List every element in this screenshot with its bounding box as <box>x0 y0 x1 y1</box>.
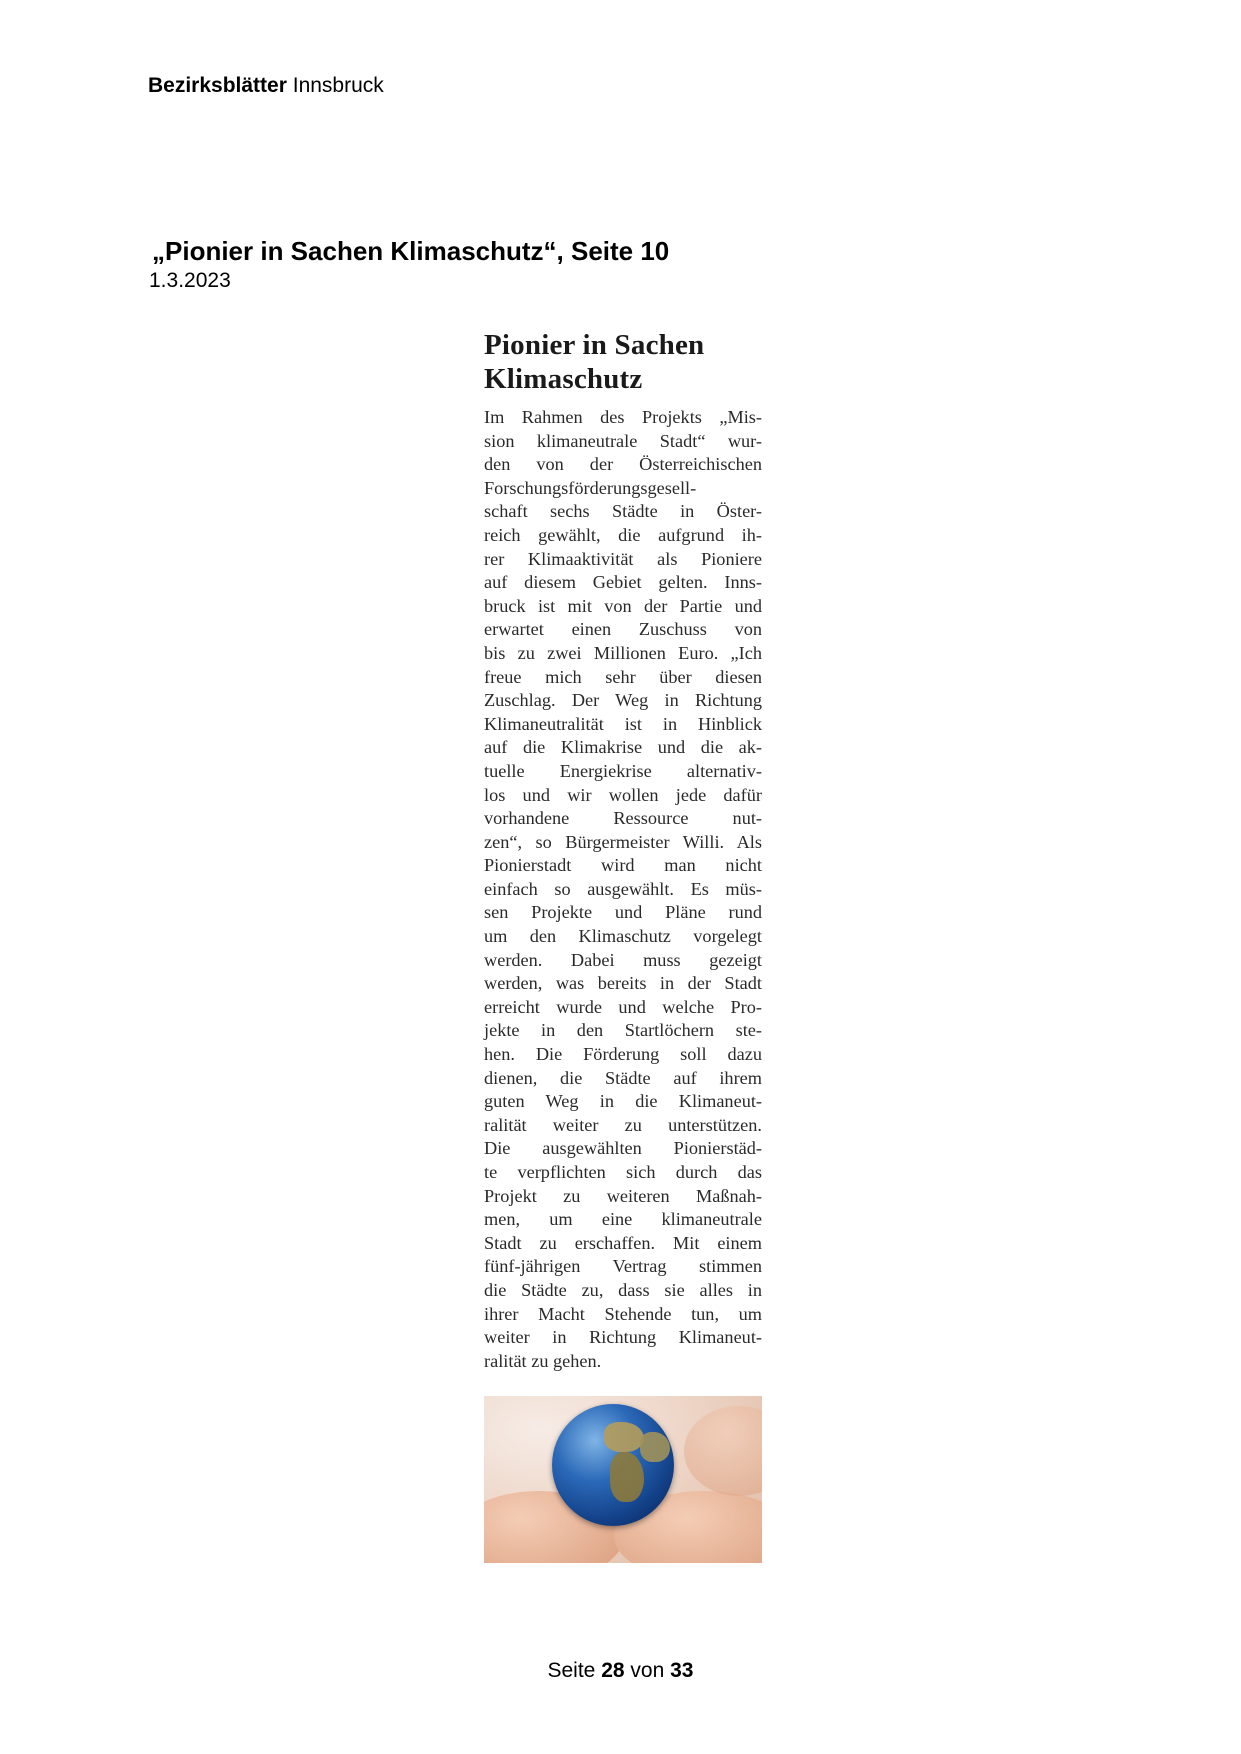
page-footer <box>0 1659 1241 1683</box>
article-line: die Städte zu, dass sie alles in <box>484 1279 762 1300</box>
article-line: Zuschlag. Der Weg in Richtung <box>484 690 762 711</box>
article-line: freue mich sehr über diesen <box>484 666 762 687</box>
article-line: dienen, die Städte auf ihrem <box>484 1067 762 1088</box>
article-body <box>484 406 762 1373</box>
publication-region: Innsbruck <box>292 74 384 97</box>
headline-line: Pionier in Sachen <box>484 329 705 361</box>
article-clipping <box>484 328 762 1373</box>
article-line: sen Projekte und Pläne rund <box>484 902 762 923</box>
article-line: zen“, so Bürgermeister Willi. Als <box>484 831 762 852</box>
globe-icon <box>552 1404 674 1526</box>
publication-name: Bezirksblätter <box>148 74 287 97</box>
article-line: Projekt zu weiteren Maßnah- <box>484 1185 762 1206</box>
publication-header <box>148 74 384 98</box>
article-line: rer Klimaaktivität als Pioniere <box>484 548 762 569</box>
article-line: um den Klimaschutz vorgelegt <box>484 926 762 947</box>
article-line: los und wir wollen jede dafür <box>484 784 762 805</box>
article-line: vorhandene Ressource nut- <box>484 808 762 829</box>
article-line: erwartet einen Zuschuss von <box>484 619 762 640</box>
article-line: einfach so ausgewählt. Es müs- <box>484 878 762 899</box>
article-line: ralität weiter zu unterstützen. <box>484 1114 762 1135</box>
entry-title: „Pionier in Sachen Klimaschutz“, Seite 10 <box>152 236 670 266</box>
article-line: tuelle Energiekrise alternativ- <box>484 760 762 781</box>
article-line: ralität zu gehen. <box>484 1350 602 1371</box>
article-line: bis zu zwei Millionen Euro. „Ich <box>484 642 762 663</box>
article-line: reich gewählt, die aufgrund ih- <box>484 524 762 545</box>
footer-prefix: Seite <box>547 1659 596 1682</box>
article-line: fünf-jährigen Vertrag stimmen <box>484 1256 762 1277</box>
article-line: bruck ist mit von der Partie und <box>484 595 762 616</box>
article-line: jekte in den Startlöchern ste- <box>484 1020 762 1041</box>
article-line: sion klimaneutrale Stadt“ wur- <box>484 430 762 451</box>
total-pages: 33 <box>670 1659 694 1682</box>
article-line: Pionierstadt wird man nicht <box>484 855 762 876</box>
article-line: erreicht wurde und welche Pro- <box>484 996 762 1017</box>
article-line: Stadt zu erschaffen. Mit einem <box>484 1232 762 1253</box>
footer-mid: von <box>630 1659 665 1682</box>
headline-line: Klimaschutz <box>484 363 643 395</box>
article-line: Die ausgewählten Pionierstäd- <box>484 1138 762 1159</box>
article-line: werden, was bereits in der Stadt <box>484 973 762 994</box>
article-line: Im Rahmen des Projekts „Mis- <box>484 407 762 427</box>
article-line: weiter in Richtung Klimaneut- <box>484 1327 762 1348</box>
globe-in-hands-photo <box>484 1396 762 1563</box>
article-line: guten Weg in die Klimaneut- <box>484 1091 762 1112</box>
article-line: ihrer Macht Stehende tun, um <box>484 1303 762 1324</box>
article-line: werden. Dabei muss gezeigt <box>484 949 762 970</box>
entry-date: 1.3.2023 <box>149 269 231 292</box>
article-line: Forschungsförderungsgesell- <box>484 477 697 498</box>
article-line: auf diesem Gebiet gelten. Inns- <box>484 572 762 593</box>
article-line: den von der Österreichischen <box>484 454 762 475</box>
article-line: te verpflichten sich durch das <box>484 1162 762 1182</box>
article-line: schaft sechs Städte in Öster- <box>484 501 762 522</box>
article-line: men, um eine klimaneutrale <box>484 1209 762 1230</box>
article-line: auf die Klimakrise und die ak- <box>484 737 762 758</box>
article-line: hen. Die Förderung soll dazu <box>484 1044 762 1065</box>
article-line: Klimaneutralität ist in Hinblick <box>484 713 762 734</box>
hand-background <box>684 1406 762 1496</box>
article-headline <box>484 328 762 396</box>
current-page: 28 <box>601 1659 625 1682</box>
